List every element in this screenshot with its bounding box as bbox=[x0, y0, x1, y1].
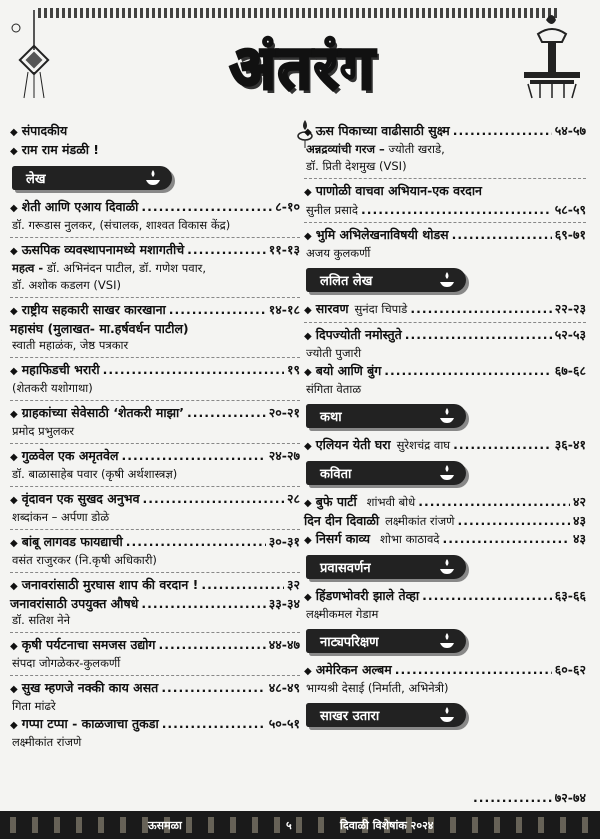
section-title: ललित लेख bbox=[320, 274, 373, 289]
toc-entry[interactable]: ◆ एलियन येती घरा सुरेशचंद्र वाघ ..... ३६-४१ bbox=[304, 436, 586, 455]
diya-icon bbox=[438, 632, 456, 650]
toc-entry[interactable]: ◆ बुफे पार्टी शांभवी बोधे ..... ४२ bbox=[304, 493, 586, 512]
oil-lamp-icon bbox=[520, 12, 584, 102]
toc-entry[interactable]: ◆ निसर्ग काव्य शोभा काठावदे ..... ४३ bbox=[304, 530, 586, 549]
author: संगिता वेताळ bbox=[306, 382, 362, 396]
toc-entry[interactable]: ◆ बयो आणि बुंग ..... ६७-६८ bbox=[304, 362, 586, 381]
author: शब्दांकन – अर्पणा डोळे bbox=[12, 510, 110, 524]
toc-entry[interactable]: ◆ दिपज्योती नमोस्तुते ..... ५२-५३ bbox=[304, 326, 586, 345]
author: अजय कुलकर्णी bbox=[306, 246, 371, 260]
diya-icon bbox=[438, 464, 456, 482]
toc-entry[interactable]: ◆ संपादकीय bbox=[10, 122, 300, 141]
toc-entry[interactable]: ◆ बांबू लागवड फायद्याची ..... ३०-३१ bbox=[10, 533, 300, 552]
separator bbox=[10, 632, 300, 633]
toc-entry[interactable]: ◆ शेती आणि एआय दिवाळी ..... ८-१० bbox=[10, 198, 300, 217]
toc-entry[interactable]: ◆ जनावरांसाठी मुरघास शाप की वरदान ! ..... ३२ bbox=[10, 576, 300, 595]
separator bbox=[10, 297, 300, 298]
separator bbox=[10, 486, 300, 487]
separator bbox=[10, 237, 300, 238]
toc-entry[interactable]: ◆ ऊसपिक व्यवस्थापनामध्ये मशागतीचे ..... ११-१३ bbox=[10, 241, 300, 260]
issue-name: दिवाळी विशेषांक २०२४ bbox=[340, 818, 434, 832]
section-title: प्रवासवर्णन bbox=[320, 561, 371, 576]
author: भाग्यश्री देसाई (निर्माती, अभिनेत्री) bbox=[306, 681, 449, 695]
top-border bbox=[38, 8, 560, 18]
author: वसंत राजुरकर (नि.कृषी अधिकारी) bbox=[12, 553, 157, 567]
left-column bbox=[10, 122, 300, 751]
toc-entry[interactable]: ◆ हिंडणभोवरी झाले तेव्हा ..... ६३-६६ bbox=[304, 587, 586, 606]
toc-entry[interactable]: ◆ सारवण सुनंदा चिपाडे ..... २२-२३ bbox=[304, 300, 586, 319]
toc-entry[interactable]: सुनील प्रसादे ..... ५८-५९ bbox=[304, 201, 586, 219]
diya-icon bbox=[144, 169, 162, 187]
author: डॉ. प्रिती देशमुख (VSI) bbox=[306, 159, 407, 173]
separator bbox=[10, 400, 300, 401]
toc-entry-sakhar-page[interactable]: ..... ७२-७४ bbox=[470, 789, 586, 806]
toc-entry[interactable]: ◆ सुख म्हणजे नक्की काय असत ..... ४८-४९ bbox=[10, 679, 300, 698]
separator bbox=[304, 322, 586, 323]
toc-entry[interactable]: ◆ ऊस पिकाच्या वाढीसाठी सुक्ष्म ..... ५४-५७ bbox=[304, 122, 586, 141]
magazine-name: ऊसमळा bbox=[148, 818, 182, 832]
author: डॉ. गरूडास नुलकर, (संचालक, शाश्वत विकास केंद्र) bbox=[12, 218, 231, 232]
section-banner-lekh bbox=[12, 166, 172, 190]
separator bbox=[10, 572, 300, 573]
toc-entry[interactable]: ◆ अमेरिकन अल्बम ..... ६०-६२ bbox=[304, 661, 586, 680]
section-banner-sakhar bbox=[306, 703, 466, 727]
separator bbox=[304, 222, 586, 223]
section-title: कविता bbox=[320, 467, 352, 482]
author: लक्ष्मीकांत रांजणे bbox=[12, 735, 82, 749]
author: संपदा जोगळेकर-कुलकर्णी bbox=[12, 656, 121, 670]
separator bbox=[304, 178, 586, 179]
section-banner-pravas bbox=[306, 555, 466, 579]
diya-icon bbox=[438, 706, 456, 724]
footer-diya-pattern bbox=[4, 817, 596, 833]
hanging-lantern-icon bbox=[10, 10, 60, 100]
author: डॉ. बाळासाहेब पवार (कृषी अर्थशास्त्रज्ञ) bbox=[12, 467, 178, 481]
toc-entry[interactable]: ◆ राम राम मंडळी ! bbox=[10, 141, 300, 160]
page-number: ५ bbox=[286, 818, 292, 832]
author: गिता मांढरे bbox=[12, 699, 56, 713]
diya-icon bbox=[438, 558, 456, 576]
page-title: अंतरंग bbox=[229, 33, 377, 103]
toc-entry[interactable]: जनावरांसाठी उपयुक्त औषधे ..... ३३-३४ bbox=[10, 595, 300, 612]
title-continued: अन्नद्रव्यांची गरज – ज्योती खराडे, bbox=[306, 142, 445, 156]
section-title: कथा bbox=[320, 410, 342, 425]
author: लक्ष्मीकमल गेडाम bbox=[306, 607, 379, 621]
toc-entry[interactable]: ◆ कृषी पर्यटनाचा समजस उद्योग ..... ४४-४७ bbox=[10, 636, 300, 655]
separator bbox=[10, 529, 300, 530]
section-banner-kavita bbox=[306, 461, 466, 485]
section-title: लेख bbox=[26, 172, 46, 187]
section-banner-natya bbox=[306, 629, 466, 653]
toc-entry[interactable]: दिन दीन दिवाळी लक्ष्मीकांत रांजणे ..... ४३ bbox=[304, 512, 586, 530]
diya-icon bbox=[438, 407, 456, 425]
separator bbox=[10, 443, 300, 444]
author: प्रमोद प्रभुलकर bbox=[12, 424, 75, 438]
title-continued: महत्व - डॉ. अभिनंदन पाटील, डॉ. गणेश पवार, bbox=[12, 261, 207, 275]
author: (शेतकरी यशोगाथा) bbox=[12, 381, 93, 395]
toc-entry[interactable]: ◆ राष्ट्रीय सहकारी साखर कारखाना ..... १४-१८ bbox=[10, 301, 300, 320]
separator bbox=[10, 357, 300, 358]
toc-entry[interactable]: ◆ गुळवेल एक अमृतवेल ..... २४-२७ bbox=[10, 447, 300, 466]
toc-entry[interactable]: ◆ ग्राहकांच्या सेवेसाठी ‘शेतकरी माझा’ ..... २०-२१ bbox=[10, 404, 300, 423]
title-continued: महासंघ (मुलाखत- मा.हर्षवर्धन पाटील) bbox=[10, 321, 189, 336]
toc-entry[interactable]: ◆ पाणोळी वाचवा अभियान-एक वरदान bbox=[304, 182, 586, 201]
author: स्वाती महाळंक, जेष्ठ पत्रकार bbox=[12, 338, 129, 352]
footer-bar bbox=[0, 811, 600, 839]
toc-entry[interactable]: ◆ वृंदावन एक सुखद अनुभव ..... २८ bbox=[10, 490, 300, 509]
right-column bbox=[304, 122, 586, 735]
toc-entry[interactable]: ◆ भुमि अभिलेखनाविषयी थोडस ..... ६९-७१ bbox=[304, 226, 586, 245]
toc-entry[interactable]: ◆ महाफिडची भरारी ..... १९ bbox=[10, 361, 300, 380]
section-banner-lalit-lekh bbox=[306, 268, 466, 292]
author: ज्योती पुजारी bbox=[306, 346, 362, 360]
section-title: नाट्यपरिक्षण bbox=[320, 635, 379, 650]
diya-icon bbox=[438, 271, 456, 289]
author: डॉ. सतिश नेने bbox=[12, 613, 70, 627]
section-banner-katha bbox=[306, 404, 466, 428]
author: डॉ. अशोक कडलग (VSI) bbox=[12, 278, 121, 292]
toc-entry[interactable]: ◆ गप्पा टप्पा - काळजाचा तुकडा ..... ५०-५१ bbox=[10, 715, 300, 734]
section-title: साखर उतारा bbox=[320, 709, 380, 724]
separator bbox=[10, 675, 300, 676]
